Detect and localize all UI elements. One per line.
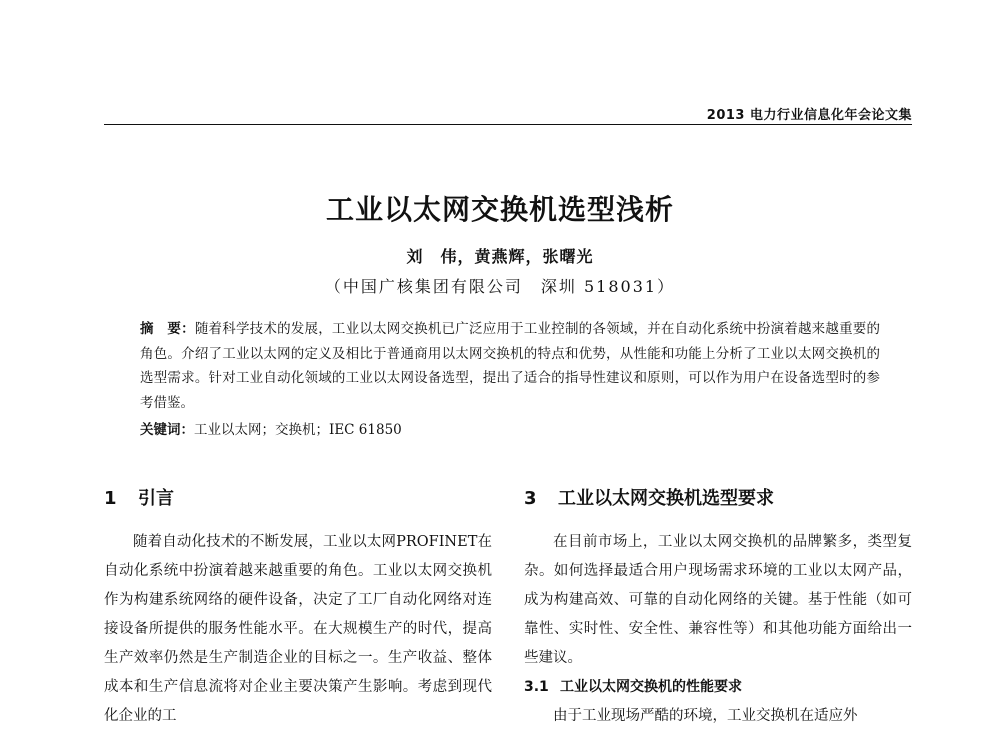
abstract-label: 摘 要：: [140, 321, 195, 337]
paper-authors: 刘 伟，黄燕辉，张曙光: [406, 247, 594, 266]
paper-title: 工业以太网交换机选型浅析: [325, 193, 674, 226]
section-heading-selection: [524, 488, 912, 518]
left-column: [104, 488, 492, 731]
subsection-paragraph: 由于工业现场严酷的环境，工业交换机在适应外: [553, 708, 858, 724]
intro-paragraph: 随着自动化技术的不断发展，工业以太网PROFINET在自动化系统中扮演着越来越重要的角色。工业以太网交换机作为构建系统网络的硬件设备，决定了工厂自动化网络对连接设备所提供的服务性能水平。在大规模生产的时代，提高生产效率仍然是生产制造企业的目标之一。生产收益、整体成本和生产信息流将对企业主要决策产生影响。考虑到现代化企业的工: [104, 534, 492, 724]
section-title: 引言: [138, 488, 174, 509]
abstract: [140, 317, 880, 415]
right-column: [524, 488, 912, 731]
subsection-heading: [524, 673, 912, 702]
selection-paragraph: 在目前市场上，工业以太网交换机的品牌繁多，类型复杂。如何选择最适合用户现场需求环境的工业以太网产品，成为构建高效、可靠的自动化网络的关键。基于性能（如可靠性、实时性、安全性、兼容性等）和其他功能方面给出一些建议。: [524, 534, 912, 666]
keywords: [140, 418, 880, 442]
running-header: 2013 电力行业信息化年会论文集: [706, 108, 912, 123]
section-heading-intro: [104, 488, 492, 518]
keywords-text: 工业以太网；交换机；IEC 61850: [194, 422, 402, 438]
section-title: 工业以太网交换机选型要求: [558, 488, 774, 509]
abstract-text: 随着科学技术的发展，工业以太网交换机已广泛应用于工业控制的各领域，并在自动化系统中扮演着越来越重要的角色。介绍了工业以太网的定义及相比于普通商用以太网交换机的特点和优势，从性能和功能上分析了工业以太网交换机的选型需求。针对工业自动化领域的工业以太网设备选型，提出了适合的指导性建议和原则，可以作为用户在设备选型时的参考借鉴。: [140, 321, 881, 411]
keywords-label: 关键词：: [140, 422, 194, 438]
subsection-title: 工业以太网交换机的性能要求: [560, 679, 742, 695]
section-number: 3: [524, 488, 537, 509]
section-number: 1: [104, 488, 117, 509]
paper-affiliation: （中国广核集团有限公司 深圳 518031）: [324, 277, 676, 296]
subsection-number: 3.1: [524, 679, 549, 695]
header-rule: [104, 124, 912, 125]
